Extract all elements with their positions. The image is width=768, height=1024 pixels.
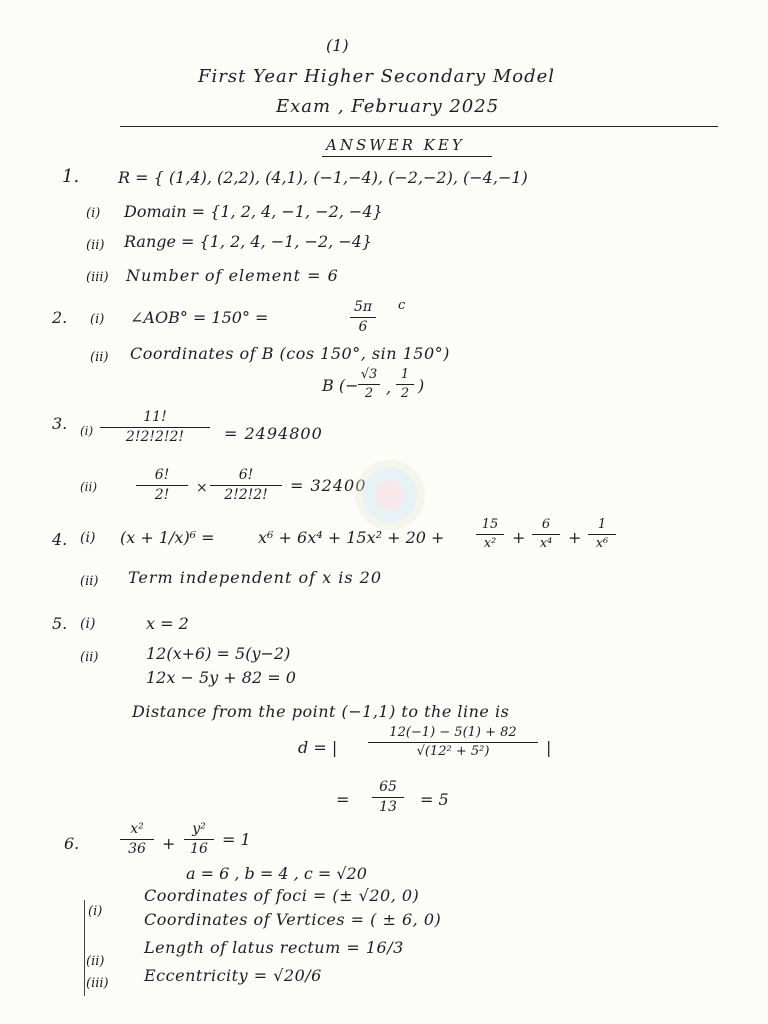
q1-ii-label: (ii) [86,238,105,253]
q4-plus2: + [568,528,582,547]
q6-e2-num: y² [192,821,206,837]
q4-f3-num: 1 [597,517,607,532]
q6-eccentricity: Eccentricity = √20/6 [144,966,322,985]
q5-equation1: 12(x+6) = 5(y−2) [146,644,291,663]
q4-f1-den: x² [483,536,497,552]
header-divider [120,126,718,127]
fraction-bar [368,742,538,743]
q2-radian-sup: c [398,298,406,313]
q2-b-y-den: 2 [400,386,410,402]
q6-plus: + [162,834,176,853]
q3-i-den: 2!2!2!2! [125,429,185,446]
q4-term-fraction2 [532,518,560,552]
q6-abc-values: a = 6 , b = 4 , c = √20 [186,864,367,883]
q6-e2-den: 16 [190,841,208,858]
q2-b-x-den: 2 [364,386,374,402]
q5-ii-label: (ii) [80,650,99,665]
fraction-bar [372,797,404,798]
q2-angle: ∠AOB° = 150° = [130,308,269,327]
q4-f3-den: x⁶ [595,536,609,552]
q4-expansion-rhs: x⁶ + 6x⁴ + 15x² + 20 + [258,528,445,547]
q1-element-count: Number of element = 6 [126,266,339,285]
q3-ii-times: × [196,480,208,496]
q6-ellipse-fraction1 [120,822,154,858]
q4-expansion-lhs: (x + 1/x)⁶ = [120,528,215,547]
q5-number: 5. [52,614,68,633]
q3-ii-den2: 2!2!2! [224,487,268,504]
exam-title-line1: First Year Higher Secondary Model [198,66,556,87]
q1-number: 1. [62,166,80,187]
q2-b-x-fraction [358,368,380,402]
q5-x-value: x = 2 [146,614,189,633]
margin-line [84,900,85,996]
q5-result: = 5 [420,790,449,809]
fraction-bar [588,534,616,535]
fraction-bar [184,839,214,840]
q5-d-den: √(12² + 5²) [416,744,490,760]
q3-i-label: (i) [80,424,94,438]
fraction-bar [532,534,560,535]
q3-ii-label: (ii) [80,480,98,494]
q6-ellipse-fraction2 [184,822,214,858]
section-underline [322,156,492,157]
q5-distance-fraction [368,726,538,760]
q3-number: 3. [52,414,68,433]
fraction-bar [210,485,282,486]
page-number: (1) [326,36,349,55]
q1-domain: Domain = {1, 2, 4, −1, −2, −4} [124,202,383,221]
q5-d-rhs: | [546,738,552,757]
q6-e1-num: x² [130,821,144,837]
q4-i-label: (i) [80,530,96,546]
fraction-bar [100,427,210,428]
section-title: ANSWER KEY [326,136,465,154]
q2-b-x-num: √3 [360,367,378,382]
q5-r-den: 13 [379,799,397,816]
q4-ii-label: (ii) [80,574,99,589]
watermark-logo [355,460,425,530]
q4-term-fraction1 [476,518,504,552]
q2-coordinates: Coordinates of B (cos 150°, sin 150°) [130,344,450,363]
q5-i-label: (i) [80,616,96,632]
q3-ii-den1: 2! [154,487,170,504]
q5-equation2: 12x − 5y + 82 = 0 [146,668,296,687]
q3-i-result: = 2494800 [224,424,323,443]
q4-term-fraction3 [588,518,616,552]
exam-title-line2: Exam , February 2025 [276,96,500,117]
q4-f2-den: x⁴ [539,536,553,552]
q2-b-y-num: 1 [400,367,410,382]
q4-independent-term: Term independent of x is 20 [128,568,383,587]
q6-vertices: Coordinates of Vertices = ( ± 6, 0) [144,910,442,929]
q1-relation: R = { (1,4), (2,2), (4,1), (−1,−4), (−2,−2), (−4,−1) [118,168,528,187]
q5-equals: = [336,790,350,809]
q6-latus-rectum: Length of latus rectum = 16/3 [144,938,404,957]
fraction-bar [476,534,504,535]
q2-i-label: (i) [90,312,105,327]
q4-number: 4. [52,530,68,549]
q2-b-comma: , [386,378,392,397]
q5-distance-text: Distance from the point (−1,1) to the line is [132,702,510,721]
q6-i-label: (i) [88,904,103,919]
q2-b-y-fraction [396,368,414,402]
q4-plus1: + [512,528,526,547]
q6-ii-label: (ii) [86,954,105,969]
q2-b-close: ) [418,376,425,395]
q2-ii-label: (ii) [90,350,109,365]
q6-number: 6. [64,834,80,853]
q3-ii-result: = 32400 [290,476,367,495]
q6-foci: Coordinates of foci = (± √20, 0) [144,886,420,905]
fraction-bar [120,839,154,840]
q3-i-fraction [100,410,210,446]
q6-e1-den: 36 [128,841,146,858]
q2-b-open: B (− [322,376,359,395]
q3-i-num: 11! [143,409,167,425]
q3-ii-fraction1 [136,468,188,504]
q6-iii-label: (iii) [86,976,109,991]
q1-range: Range = {1, 2, 4, −1, −2, −4} [124,232,373,251]
q1-i-label: (i) [86,206,101,221]
q3-ii-fraction2 [210,468,282,504]
fraction-bar [350,317,376,318]
q2-number: 2. [52,308,68,327]
q4-f2-num: 6 [541,517,551,532]
q5-d-lhs: d = | [298,738,338,757]
q1-iii-label: (iii) [86,270,109,285]
q5-result-fraction [372,780,404,816]
fraction-bar [358,384,380,385]
q3-ii-num2: 6! [238,467,254,483]
fraction-bar [396,384,414,385]
q2-radian-fraction [350,300,376,336]
q5-d-num: 12(−1) − 5(1) + 82 [389,725,517,740]
q3-ii-num1: 6! [154,467,170,483]
q4-f1-num: 15 [481,517,499,532]
q2-radian-num: 5π [353,299,373,315]
q2-radian-den: 6 [358,319,368,336]
q6-equals-one: = 1 [222,830,251,849]
fraction-bar [136,485,188,486]
q5-r-num: 65 [379,779,397,795]
